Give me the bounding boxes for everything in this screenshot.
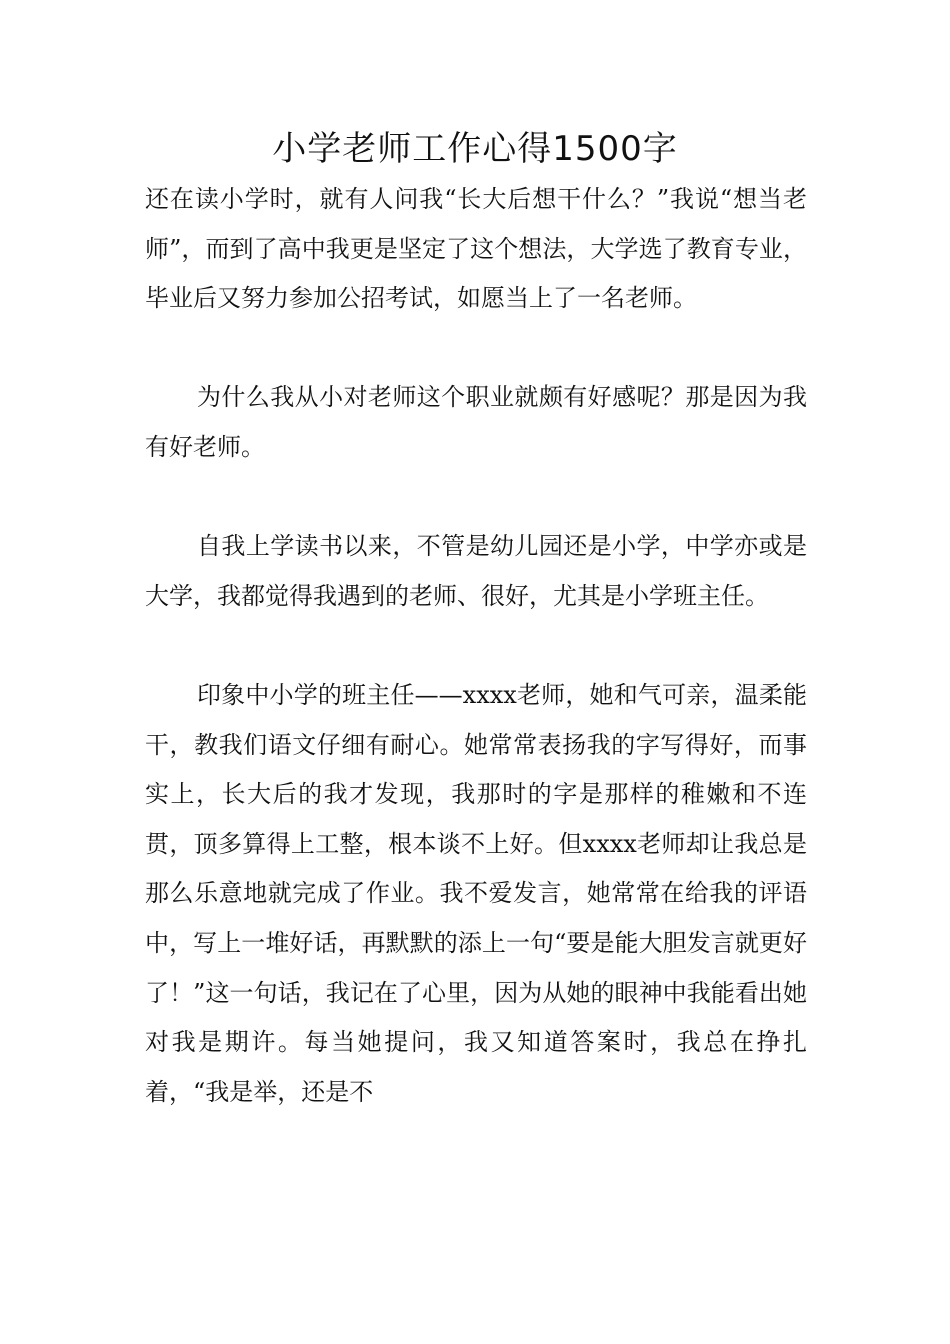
paragraph-4: 印象中小学的班主任——xxxx老师，她和气可亲，温柔能干，教我们语文仔细有耐心。她常常表扬我的字写得好，而事实上，长大后的我才发现，我那时的字是那样的稚嫩和不连贯，顶多算得上工整，根本谈不上好。但xxxx老师却让我总是那么乐意地就完成了作业。我不爱发言，她常常在给我的评语中，写上一堆好话，再默默的添上一句“要是能大胆发言就更好了！”这一句话，我记在了心里，因为从她的眼神中我能看出她对我是期许。每当她提问，我又知道答案时，我总在挣扎着，“我是举，还是不 (145, 680, 807, 1106)
paragraph-3: 自我上学读书以来，不管是幼儿园还是小学，中学亦或是大学，我都觉得我遇到的老师、很好，尤其是小学班主任。 (145, 532, 807, 610)
document-body (145, 175, 807, 1117)
paragraph-1: 还在读小学时，就有人问我“长大后想干什么？”我说“想当老师”，而到了高中我更是坚定了这个想法，大学选了教育专业，毕业后又努力参加公招考试，如愿当上了一名老师。 (145, 185, 807, 313)
paragraph-gap (145, 473, 807, 523)
document-title: 小学老师工作心得1500字 (272, 129, 678, 169)
paragraph-2: 为什么我从小对老师这个职业就颇有好感呢？那是因为我有好老师。 (145, 383, 807, 461)
paragraph-gap (145, 324, 807, 374)
paragraph-gap (145, 621, 807, 671)
